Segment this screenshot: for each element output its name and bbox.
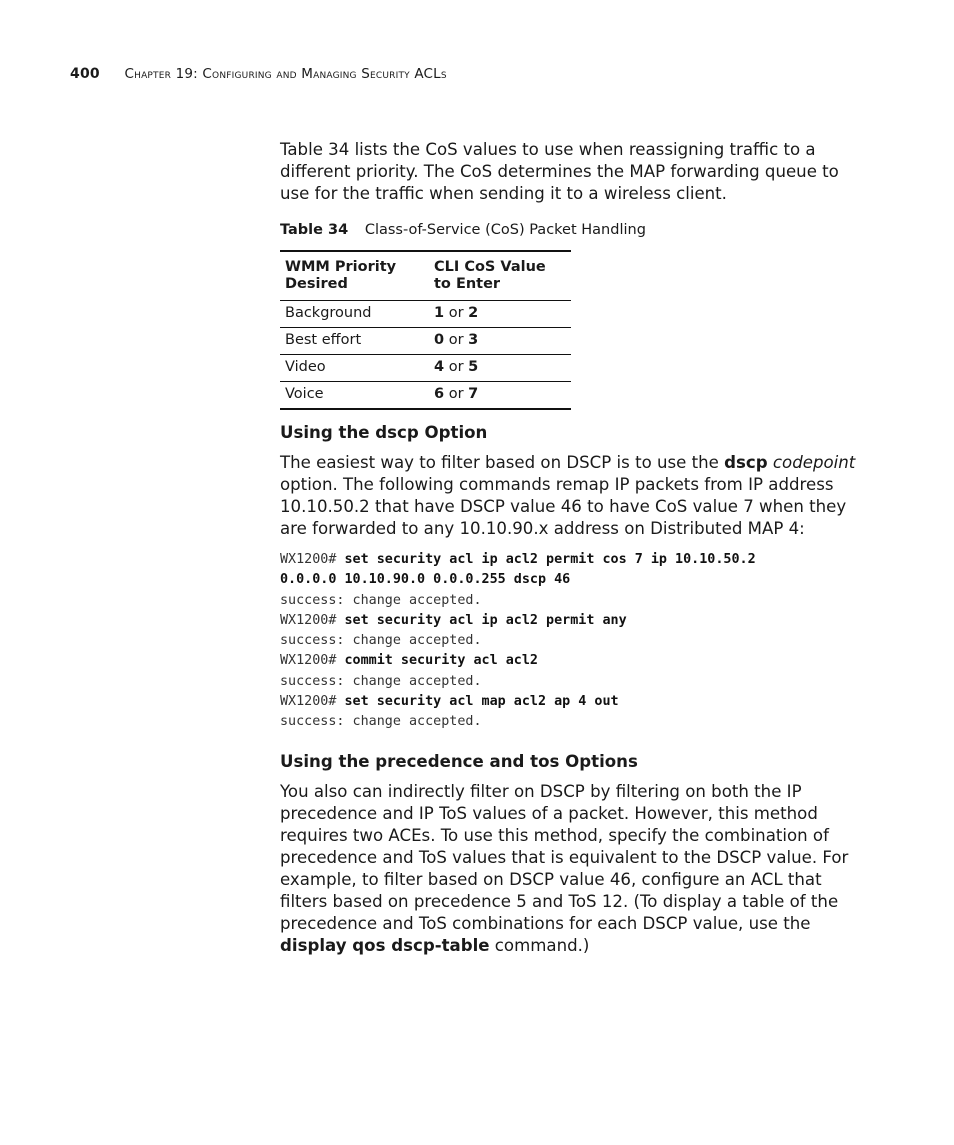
code-line: WX1200# commit security acl acl2 — [280, 653, 538, 669]
cos-cell: 0 or 3 — [429, 328, 571, 355]
code-line: WX1200# set security acl ip acl2 permit any — [280, 612, 627, 628]
table-caption — [280, 222, 646, 238]
code-output: success: change accepted. — [280, 633, 482, 649]
dscp-paragraph: The easiest way to filter based on DSCP is to use the dscp codepoint option. The following commands remap IP packets from IP address 10.10.50.2 that have DSCP value 46 to have CoS value 7 when they are forwarded to any 10.10.90.x address on Distributed MAP 4: — [280, 453, 856, 538]
section-heading-precedence-tos: Using the precedence and tos Options — [280, 752, 638, 771]
priority-cell: Background — [280, 301, 429, 328]
chapter-title: Chapter 19: Configuring and Managing Security ACLs — [124, 66, 447, 82]
code-output: success: change accepted. — [280, 673, 482, 689]
page-number: 400 — [70, 66, 100, 82]
code-example — [280, 550, 756, 733]
table-row — [280, 355, 571, 382]
priority-cell: Best effort — [280, 328, 429, 355]
code-output: success: change accepted. — [280, 592, 482, 608]
cos-cell: 4 or 5 — [429, 355, 571, 382]
intro-paragraph: Table 34 lists the CoS values to use when reassigning traffic to a different priority. The CoS determines the MAP forwarding queue to use for the traffic when sending it to a wireless client. — [280, 140, 839, 203]
intro-block — [280, 139, 865, 205]
table-title: Class-of-Service (CoS) Packet Handling — [364, 222, 646, 238]
table-row — [280, 301, 571, 328]
table-row — [280, 382, 571, 410]
priority-cell: Video — [280, 355, 429, 382]
code-line: 0.0.0.0 10.10.90.0 0.0.0.255 dscp 46 — [280, 572, 571, 588]
priority-cell: Voice — [285, 386, 324, 402]
precedence-paragraph-block — [280, 781, 865, 957]
precedence-paragraph: You also can indirectly filter on DSCP by filtering on both the IP precedence and IP ToS values of a packet. However, this method requires two ACEs. To use this method, specify the combination of precedence and ToS values that is equivalent to the DSCP value. For example, to filter based on DSCP value 46, configure an ACL that filters based on precedence 5 and ToS 12. (To display a table of the precedence and ToS combinations for each DSCP value, use the display qos dscp-table command.) — [280, 782, 849, 955]
code-output: success: change accepted. — [280, 714, 482, 730]
cos-cell: 1 or 2 — [429, 301, 571, 328]
dscp-paragraph-block — [280, 452, 865, 540]
cos-table — [280, 250, 571, 410]
section-heading-dscp: Using the dscp Option — [280, 423, 488, 442]
column-header-priority: WMM Priority Desired — [280, 251, 429, 301]
code-line: WX1200# set security acl map acl2 ap 4 out — [280, 694, 619, 710]
table-row — [280, 328, 571, 355]
running-header — [70, 66, 447, 82]
table-label: Table 34 — [280, 222, 349, 238]
cos-cell: 6 or 7 — [434, 386, 479, 402]
code-line: WX1200# set security acl ip acl2 permit cos 7 ip 10.10.50.2 — [280, 552, 756, 567]
column-header-cos: CLI CoS Value to Enter — [429, 251, 571, 301]
